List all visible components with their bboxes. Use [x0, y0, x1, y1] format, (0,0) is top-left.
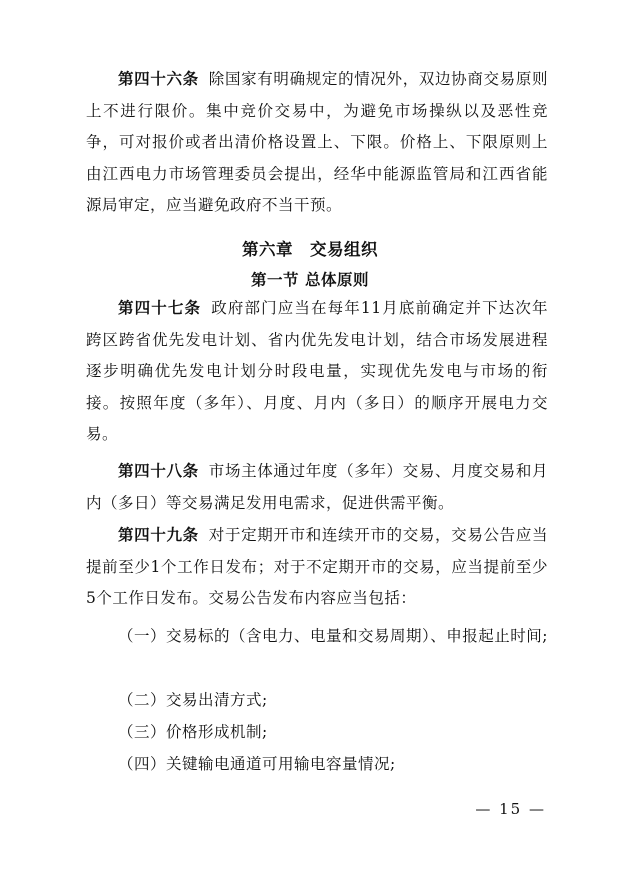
section-heading: 第一节 总体原则 — [251, 271, 369, 289]
page-number: — 15 — — [475, 800, 546, 818]
article-49-label: 第四十九条 — [118, 526, 199, 544]
chapter-heading: 第六章 交易组织 — [242, 240, 378, 259]
article-46 — [86, 64, 548, 222]
article-46-text: 除国家有明确规定的情况外，双边协商交易原则上不进行限价。集中竞价交易中，为避免市场操纵以及恶性竞争，可对报价或者出清价格设置上、下限。价格上、下限原则上由江西电力市场管理委员会提出，经华中能源监管局和江西省能源局审定，应当避免政府不当干预。 — [86, 70, 548, 214]
article-48-text: 市场主体通过年度（多年）交易、月度交易和月内（多日）等交易满足发用电需求，促进供需平衡。 — [86, 462, 548, 512]
list-item-2: （二）交易出清方式; — [118, 691, 268, 709]
article-47 — [86, 293, 548, 451]
article-47-label: 第四十七条 — [118, 299, 202, 317]
list-item-3: （三）价格形成机制; — [118, 723, 268, 741]
article-49 — [86, 520, 548, 615]
list-item-4: （四）关键输电通道可用输电容量情况; — [118, 755, 396, 773]
article-47-text: 政府部门应当在每年11月底前确定并下达次年跨区跨省优先发电计划、省内优先发电计划，结合市场发展进程逐步明确优先发电计划分时段电量，实现优先发电与市场的衔接。按照年度（多年）、月度、月内（多日）的顺序开展电力交易。 — [86, 299, 548, 443]
article-48 — [86, 456, 548, 519]
article-48-label: 第四十八条 — [118, 462, 199, 480]
article-46-label: 第四十六条 — [118, 70, 199, 88]
list-item-1: （一）交易标的（含电力、电量和交易周期）、申报起止时间; — [118, 627, 548, 645]
article-49-text: 对于定期开市和连续开市的交易，交易公告应当提前至少1个工作日发布；对于不定期开市的交易，应当提前至少5个工作日发布。交易公告发布内容应当包括： — [86, 526, 548, 607]
